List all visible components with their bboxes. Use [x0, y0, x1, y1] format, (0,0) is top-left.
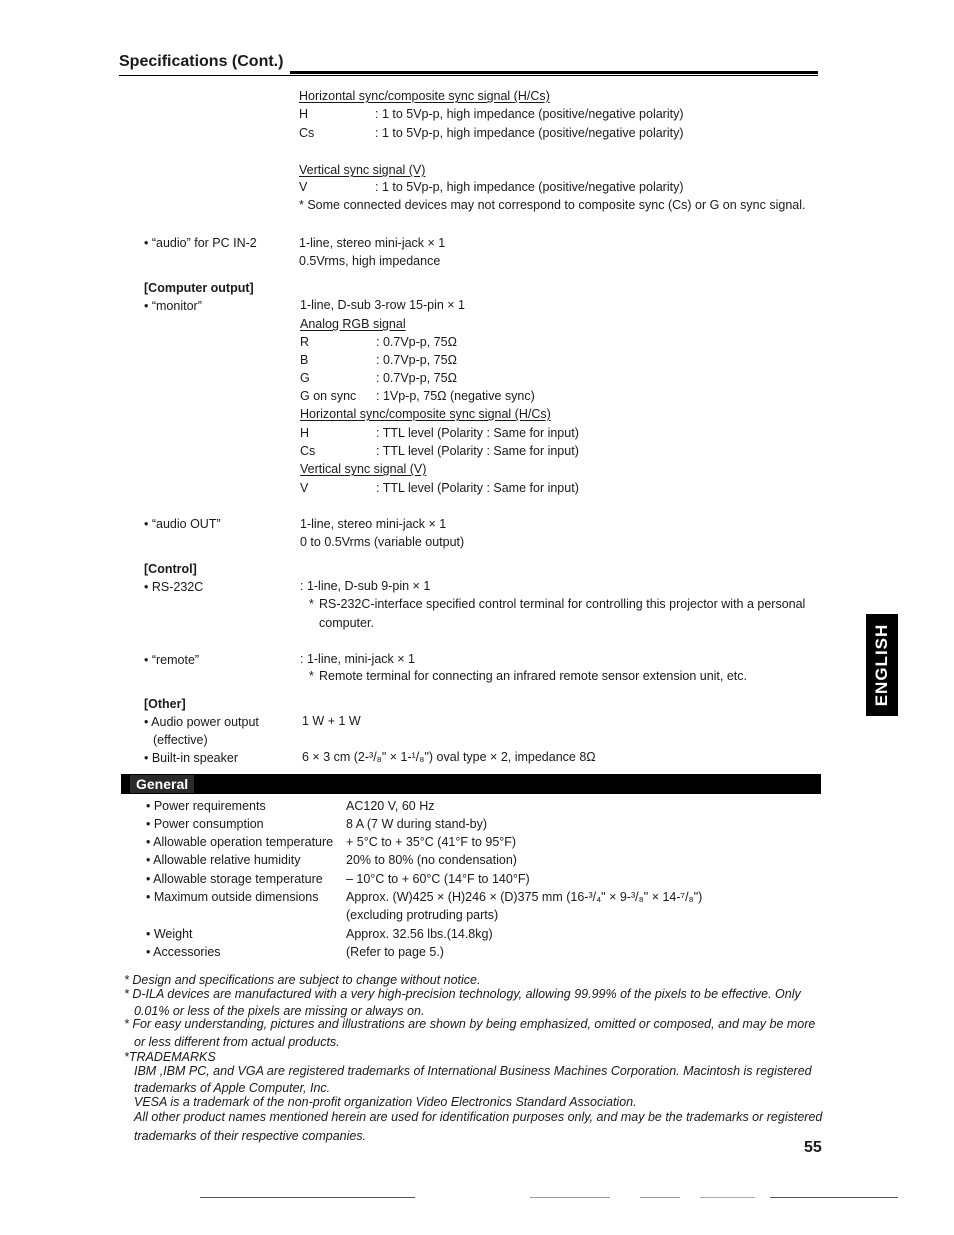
- spec-label: • Built-in speaker: [144, 751, 239, 765]
- language-tab-label: ENGLISH: [872, 623, 891, 707]
- bottom-scan-line: [770, 1197, 898, 1198]
- spec-label: H: [299, 107, 309, 121]
- spec-value: : 1 to 5Vp-p, high impedance (positive/negative polarity): [375, 180, 684, 194]
- spec-label: • “remote”: [144, 653, 200, 667]
- spec-value: 1 W + 1 W: [302, 714, 361, 728]
- spec-label: • “monitor”: [144, 299, 202, 313]
- section-heading: [Control]: [144, 562, 197, 576]
- spec-note: * Some connected devices may not correspond to composite sync (Cs) or G on sync signal.: [299, 198, 806, 212]
- spec-label: (effective): [153, 733, 208, 747]
- spec-label: Cs: [299, 126, 315, 140]
- general-row-value: + 5°C to + 35°C (41°F to 95°F): [346, 835, 517, 849]
- footnote: 0.01% or less of the pixels are missing or always on.: [134, 1004, 425, 1018]
- page-title: Specifications (Cont.): [119, 53, 284, 70]
- spec-note: Remote terminal for connecting an infrared remote sensor extension unit, etc.: [319, 669, 747, 683]
- trademark-note: trademarks of Apple Computer, Inc.: [134, 1081, 331, 1095]
- spec-label: B: [300, 353, 309, 367]
- trademark-note: VESA is a trademark of the non-profit organization Video Electronics Standard Association.: [134, 1095, 637, 1109]
- bottom-scan-line: [530, 1197, 610, 1198]
- spec-value: : 0.7Vp-p, 75Ω: [376, 371, 457, 385]
- trademark-note: IBM ,IBM PC, and VGA are registered trademarks of International Business Machines Corporation. Macintosh is registered: [134, 1064, 812, 1078]
- hcs-heading: Horizontal sync/composite sync signal (H/Cs): [300, 407, 551, 421]
- general-row-label: • Accessories: [146, 945, 221, 959]
- spec-value: 1-line, stereo mini-jack × 1: [300, 517, 447, 531]
- spec-value: : 1 to 5Vp-p, high impedance (positive/negative polarity): [375, 107, 684, 121]
- spec-value: : 0.7Vp-p, 75Ω: [376, 335, 457, 349]
- trademark-note: All other product names mentioned herein are used for identification purposes only, and may be the trademarks or registered: [134, 1110, 823, 1124]
- general-row-value: (excluding protruding parts): [346, 908, 499, 922]
- language-tab: [866, 614, 898, 716]
- v-heading: Vertical sync signal (V): [300, 462, 427, 476]
- general-row-value: (Refer to page 5.): [346, 945, 444, 959]
- spec-label: • “audio” for PC IN-2: [144, 236, 257, 250]
- spec-value: 0.5Vrms, high impedance: [299, 254, 441, 268]
- spec-value: : 1 to 5Vp-p, high impedance (positive/negative polarity): [375, 126, 684, 140]
- spec-label: Cs: [300, 444, 316, 458]
- spec-value: 0 to 0.5Vrms (variable output): [300, 535, 465, 549]
- bottom-scan-line: [700, 1197, 755, 1198]
- section-heading: [Computer output]: [144, 281, 254, 295]
- general-heading: General: [130, 775, 194, 793]
- footnote: * For easy understanding, pictures and illustrations are shown by being emphasized, omitted or composed, and may be more: [124, 1017, 816, 1031]
- general-row-value: – 10°C to + 60°C (14°F to 140°F): [346, 872, 530, 886]
- spec-value: : TTL level (Polarity : Same for input): [376, 426, 579, 440]
- spec-value: : 1-line, mini-jack × 1: [300, 652, 415, 666]
- general-row-value: 20% to 80% (no condensation): [346, 853, 517, 867]
- spec-label: V: [299, 180, 308, 194]
- spec-label: R: [300, 335, 310, 349]
- general-row-value: 8 A (7 W during stand-by): [346, 817, 488, 831]
- spec-value: : TTL level (Polarity : Same for input): [376, 481, 579, 495]
- spec-value: : TTL level (Polarity : Same for input): [376, 444, 579, 458]
- footnote: * Design and specifications are subject to change without notice.: [124, 973, 481, 987]
- spec-label: H: [300, 426, 310, 440]
- spec-label: • RS-232C: [144, 580, 204, 594]
- spec-value: : 1-line, D-sub 9-pin × 1: [300, 579, 431, 593]
- general-row-label: • Power requirements: [146, 799, 266, 813]
- page-number: 55: [804, 1139, 822, 1156]
- header-rule-thin: [119, 75, 818, 76]
- spec-value: 1-line, stereo mini-jack × 1: [299, 236, 446, 250]
- general-row-label: • Maximum outside dimensions: [146, 890, 319, 904]
- general-section-bar: [121, 774, 821, 794]
- general-row-label: • Weight: [146, 927, 193, 941]
- trademarks-heading: *TRADEMARKS: [124, 1050, 216, 1064]
- bottom-scan-line: [200, 1197, 415, 1198]
- note-star: *: [309, 669, 314, 683]
- general-row-value: AC120 V, 60 Hz: [346, 799, 435, 813]
- spec-label: G on sync: [300, 389, 357, 403]
- hcs-heading: Horizontal sync/composite sync signal (H/Cs): [299, 89, 550, 103]
- spec-note: RS-232C-interface specified control terminal for controlling this projector with a personal: [319, 597, 806, 611]
- general-row-label: • Power consumption: [146, 817, 264, 831]
- spec-value: 6 × 3 cm (2-³/₈" × 1-¹/₈") oval type × 2, impedance 8Ω: [302, 750, 596, 764]
- bottom-scan-line: [640, 1197, 680, 1198]
- spec-label: • Audio power output: [144, 715, 259, 729]
- spec-value: : 1Vp-p, 75Ω (negative sync): [376, 389, 535, 403]
- general-row-value: Approx. (W)425 × (H)246 × (D)375 mm (16-³/₄" × 9-³/₈" × 14-⁷/₈"): [346, 890, 703, 904]
- spec-label: V: [300, 481, 309, 495]
- spec-value: : 0.7Vp-p, 75Ω: [376, 353, 457, 367]
- general-row-label: • Allowable relative humidity: [146, 853, 301, 867]
- footnote: or less different from actual products.: [134, 1035, 340, 1049]
- general-row-value: Approx. 32.56 lbs.(14.8kg): [346, 927, 493, 941]
- footnote: * D-ILA devices are manufactured with a very high-precision technology, allowing 99.99% of the pixels to be effective. Only: [124, 987, 801, 1001]
- v-heading: Vertical sync signal (V): [299, 163, 426, 177]
- trademark-note: trademarks of their respective companies.: [134, 1129, 367, 1143]
- note-star: *: [309, 597, 314, 611]
- rgb-heading: Analog RGB signal: [300, 317, 406, 331]
- spec-label: • “audio OUT”: [144, 517, 221, 531]
- section-heading: [Other]: [144, 697, 186, 711]
- general-row-label: • Allowable storage temperature: [146, 872, 323, 886]
- general-row-label: • Allowable operation temperature: [146, 835, 334, 849]
- spec-value: 1-line, D-sub 3-row 15-pin × 1: [300, 298, 466, 312]
- spec-note: computer.: [319, 616, 374, 630]
- spec-label: G: [300, 371, 310, 385]
- header-rule: [290, 71, 818, 74]
